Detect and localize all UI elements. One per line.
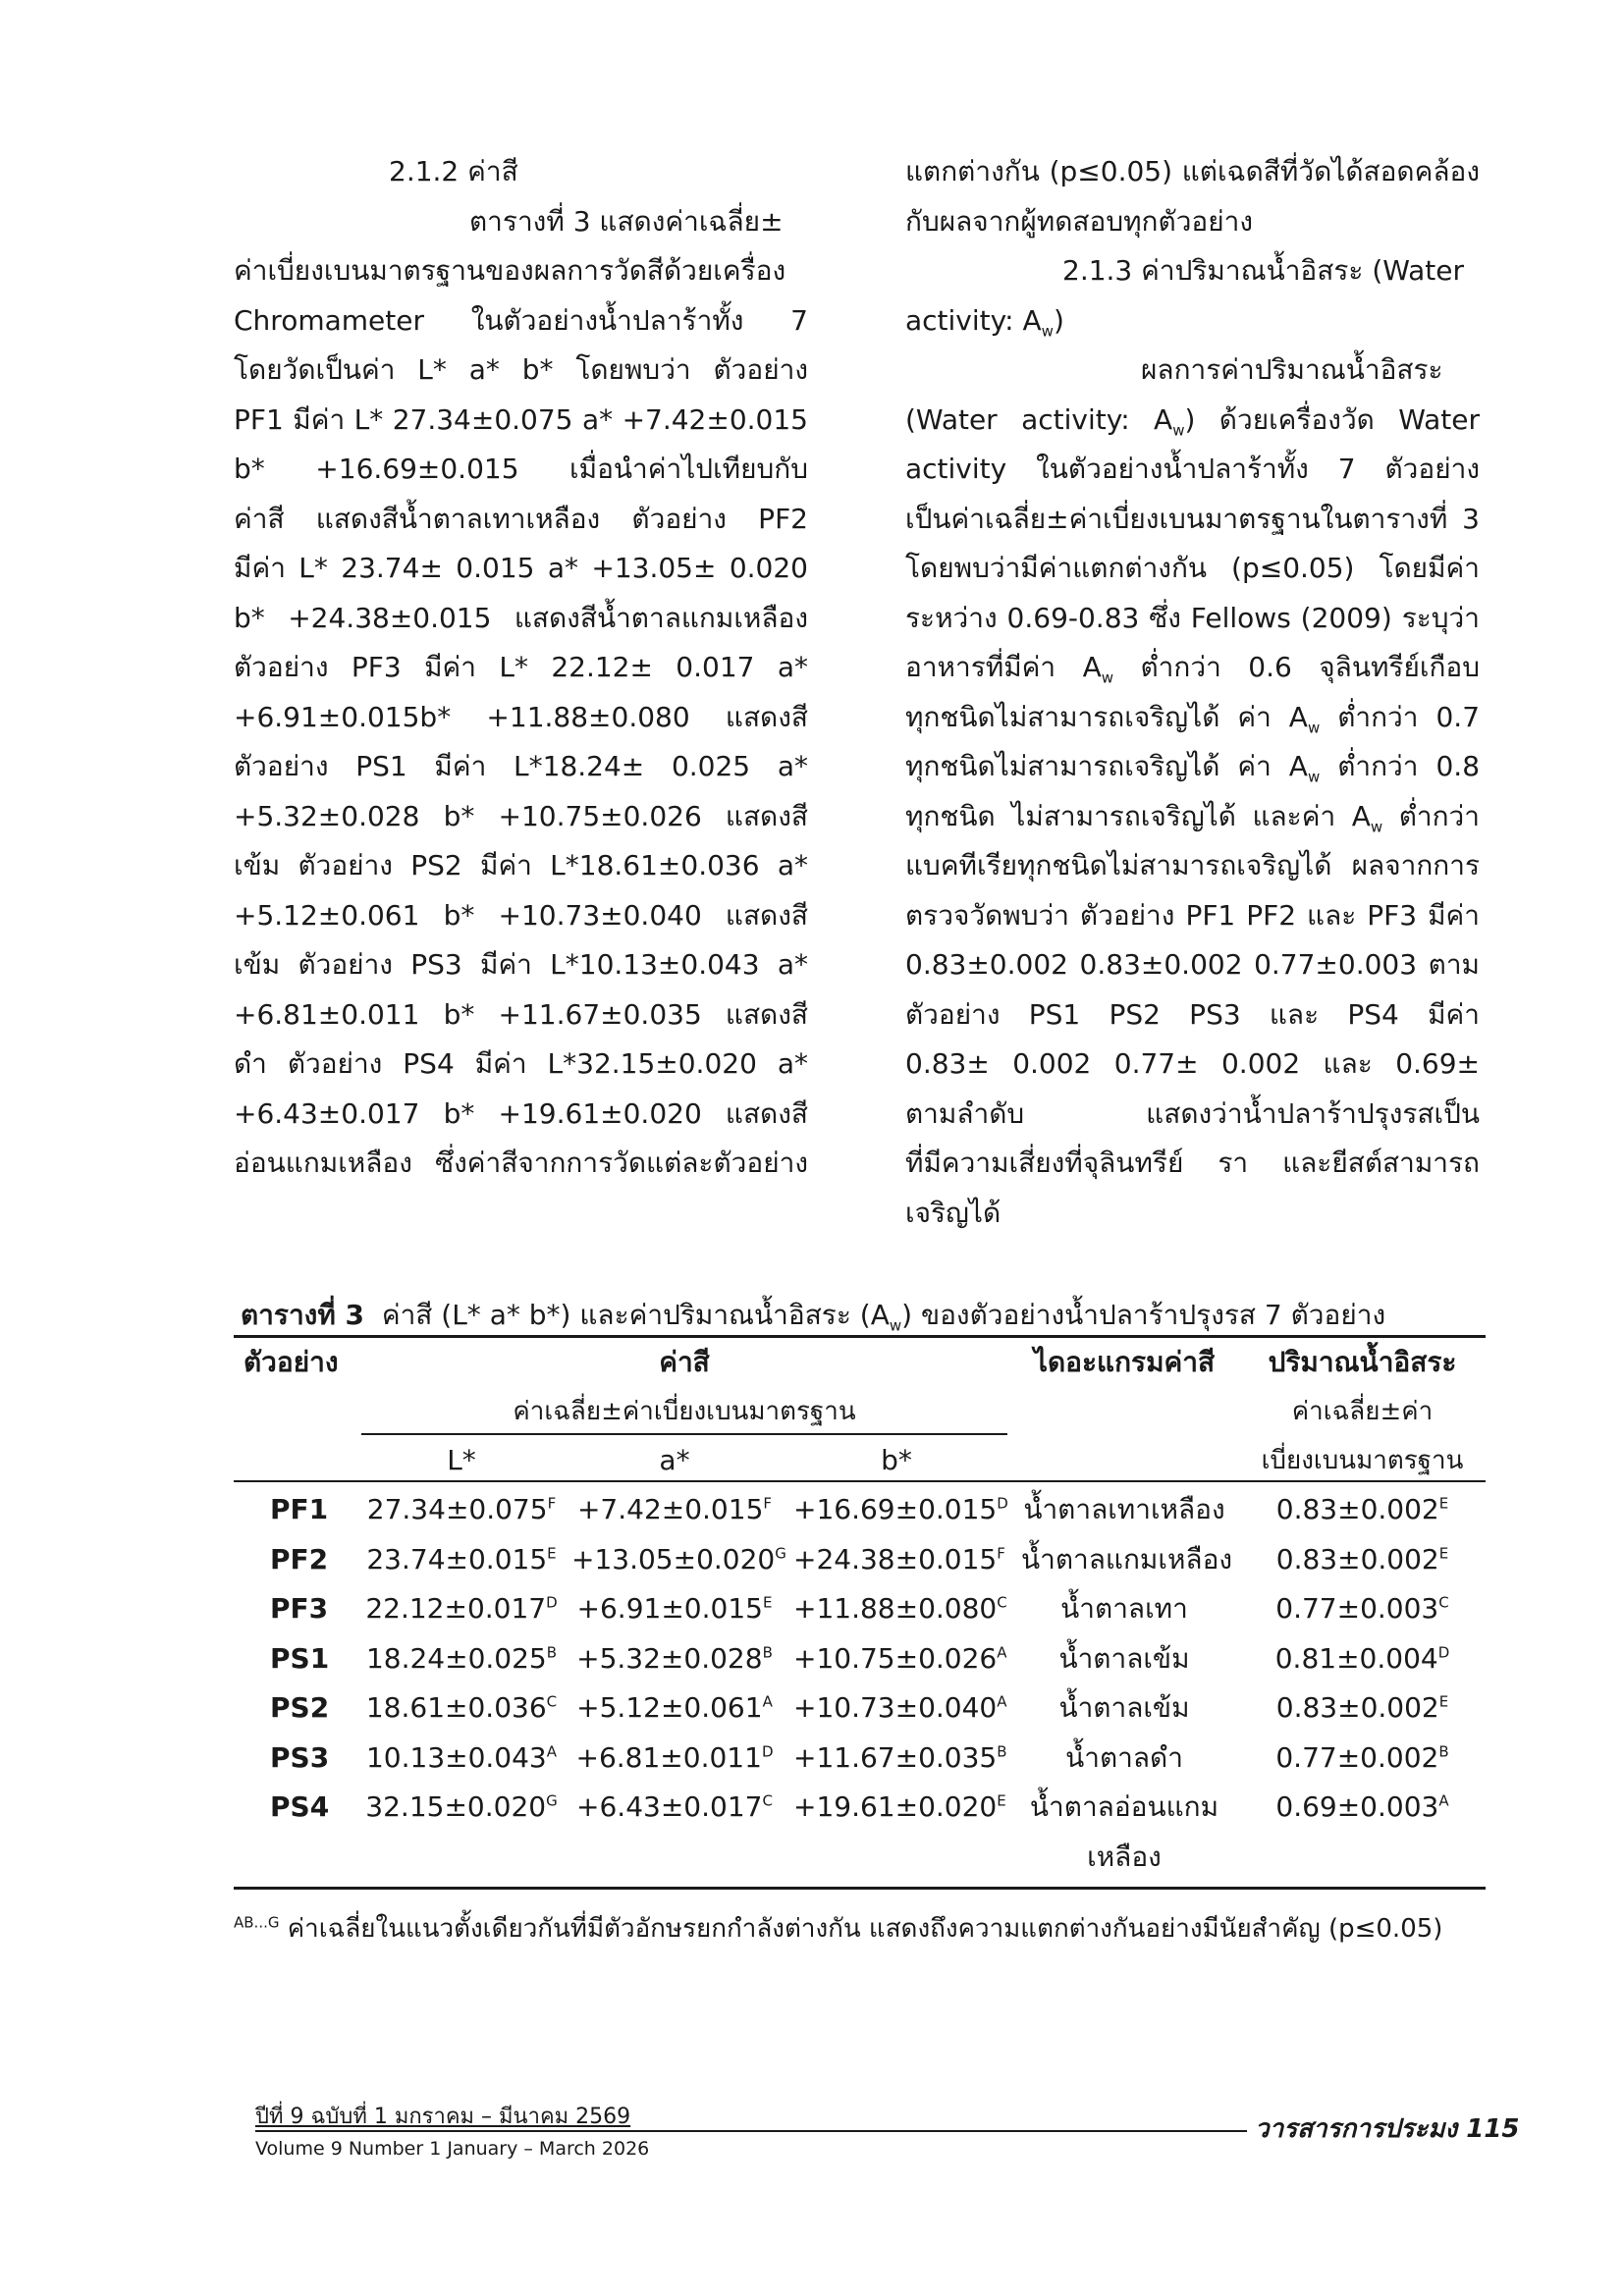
body-line: +6.81±0.011 b* +11.67±0.035 แสดงสี bbox=[234, 997, 808, 1031]
table-cell-a: $+7.42\pm 0.015^F$ bbox=[576, 1493, 773, 1525]
body-line: ตัวอย่าง PS1 มีค่า L*18.24± 0.025 a* bbox=[234, 750, 808, 782]
header-L: L* bbox=[447, 1444, 476, 1476]
body-line: ตรวจวัดพบว่า ตัวอย่าง PF1 PF2 และ PF3 มีค่า bbox=[905, 898, 1480, 932]
body-line: ทุกชนิด ไม่สามารถเจริญได้ และค่า $A_w$ ต่ำกว่า bbox=[905, 799, 1480, 836]
table-cell-diagram: น้ำตาลเข้ม bbox=[1058, 1641, 1190, 1675]
table-cell-L: $27.34\pm 0.075^F$ bbox=[366, 1493, 557, 1525]
body-line: แตกต่างกัน (p≤0.05) แต่เฉดสีที่วัดได้สอดคล้อง bbox=[905, 155, 1480, 187]
table-cell-aw: $0.83\pm 0.002^E$ bbox=[1275, 1493, 1449, 1525]
table-cell-a: $+13.05\pm 0.020^G$ bbox=[571, 1542, 786, 1575]
header-aw-sub1: ค่าเฉลี่ย±ค่า bbox=[1291, 1397, 1434, 1426]
body-line: ดำ ตัวอย่าง PS4 มีค่า L*32.15±0.020 a* bbox=[234, 1047, 808, 1080]
body-line: ตัวอย่าง PS1 PS2 PS3 และ PS4 มีค่า bbox=[905, 997, 1480, 1031]
body-line: Chromameter ในตัวอย่างน้ำปลาร้าทั้ง 7 bbox=[234, 303, 808, 337]
table-cell-a: $+6.81\pm 0.011^D$ bbox=[575, 1740, 774, 1774]
table-cell-a: $+6.43\pm 0.017^C$ bbox=[576, 1790, 773, 1823]
body-line: ทุกชนิดไม่สามารถเจริญได้ ค่า $A_w$ ต่ำกว่า 0.7 bbox=[905, 700, 1480, 737]
table-cell-sample: PF2 bbox=[270, 1542, 329, 1575]
table-cell-sample: PS1 bbox=[270, 1641, 330, 1675]
body-line: ระหว่าง 0.69-0.83 ซึ่ง Fellows (2009) ระบุว่า bbox=[905, 601, 1480, 634]
table-cell-sample: PS3 bbox=[270, 1740, 330, 1774]
table-cell-L: $22.12\pm 0.017^D$ bbox=[365, 1592, 558, 1625]
body-line: โดยพบว่ามีค่าแตกต่างกัน (p≤0.05) โดยมีค่า bbox=[905, 552, 1480, 584]
body-line: อ่อนแกมเหลือง ซึ่งค่าสีจากการวัดแต่ละตัวอย่าง bbox=[234, 1147, 808, 1179]
table-bottom-rule bbox=[234, 1887, 1486, 1890]
body-line: ค่าสี แสดงสีน้ำตาลเทาเหลือง ตัวอย่าง PF2 bbox=[234, 502, 808, 535]
header-sample: ตัวอย่าง bbox=[244, 1346, 339, 1378]
body-line: (Water activity: $A_w$) ด้วยเครื่องวัด Water bbox=[905, 402, 1480, 440]
table-cell-b: $+10.73\pm 0.040^A$ bbox=[793, 1691, 1007, 1724]
table-footnote: $^{AB...G}$ ค่าเฉลี่ยในแนวตั้งเดียวกันที่มีตัวอักษรยกกำลังต่างกัน แสดงถึงความแตกต่างกันอย่างมีนัยสำคัญ (p≤0.05) bbox=[234, 1913, 1443, 1944]
table-cell-b: $+24.38\pm 0.015^F$ bbox=[793, 1542, 1005, 1575]
body-line: activity ในตัวอย่างน้ำปลาร้าทั้ง 7 ตัวอย่าง bbox=[905, 453, 1480, 485]
table-cell-L: $23.74\pm 0.015^E$ bbox=[366, 1542, 557, 1575]
table-cell-L: $18.61\pm 0.036^C$ bbox=[365, 1691, 558, 1724]
table-cell-aw: $0.69\pm 0.003^A$ bbox=[1275, 1790, 1449, 1823]
left-column bbox=[234, 147, 808, 1189]
footer-issue-thai: ปีที่ 9 ฉบับที่ 1 มกราคม – มีนาคม 2569 bbox=[255, 2105, 631, 2129]
body-line: +6.91±0.015b* +11.88±0.080 แสดงสี bbox=[234, 700, 808, 733]
table-cell-diagram: น้ำตาลเทา bbox=[1060, 1592, 1188, 1625]
table-cell-aw: $0.81\pm 0.004^D$ bbox=[1274, 1641, 1450, 1675]
body-line: PF1 มีค่า L* 27.34±0.075 a* +7.42±0.015 bbox=[234, 402, 808, 436]
body-line: 0.83± 0.002 0.77± 0.002 และ 0.69± bbox=[905, 1047, 1480, 1080]
header-b: b* bbox=[881, 1444, 912, 1476]
table-cell-aw: $0.83\pm 0.002^E$ bbox=[1275, 1691, 1449, 1724]
body-line: เป็นค่าเฉลี่ย±ค่าเบี่ยงเบนมาตรฐานในตารางที่ 3 bbox=[905, 502, 1480, 535]
table-cell-diagram: น้ำตาลอ่อนแกม bbox=[1029, 1790, 1219, 1823]
body-line: ที่มีความเสี่ยงที่จุลินทรีย์ รา และยีสต์สามารถ bbox=[905, 1147, 1480, 1179]
table-top-rule bbox=[234, 1335, 1486, 1338]
footer-rule bbox=[255, 2130, 1247, 2132]
table-cell-b: $+11.88\pm 0.080^C$ bbox=[793, 1592, 1007, 1625]
body-line: ตามลำดับ แสดงว่าน้ำปลาร้าปรุงรสเป็น bbox=[905, 1096, 1480, 1130]
table-cell-L: $18.24\pm 0.025^B$ bbox=[365, 1641, 558, 1675]
body-line: เข้ม ตัวอย่าง PS3 มีค่า L*10.13±0.043 a* bbox=[234, 948, 808, 981]
body-line: b* +24.38±0.015 แสดงสีน้ำตาลแกมเหลือง bbox=[234, 601, 808, 634]
table-cell-aw: $0.77\pm 0.003^C$ bbox=[1275, 1592, 1449, 1625]
body-line: อาหารที่มีค่า $A_w$ ต่ำกว่า 0.6 จุลินทรีย์เกือบ bbox=[905, 651, 1480, 687]
table-cell-sample: PF3 bbox=[270, 1592, 329, 1625]
section-heading-2-1-2: 2.1.2 ค่าสี bbox=[389, 155, 518, 187]
body-line: +5.32±0.028 b* +10.75±0.026 แสดงสี bbox=[234, 799, 808, 832]
table-cell-diagram: น้ำตาลดำ bbox=[1065, 1740, 1183, 1774]
table-cell-diagram: น้ำตาลเข้ม bbox=[1058, 1691, 1190, 1724]
body-line: b* +16.69±0.015 เมื่อนำค่าไปเทียบกับ bbox=[234, 453, 808, 485]
table-cell-sample: PS2 bbox=[270, 1691, 330, 1724]
footer-issue-english: Volume 9 Number 1 January – March 2026 bbox=[255, 2138, 650, 2160]
body-line: ค่าเบี่ยงเบนมาตรฐานของผลการวัดสีด้วยเครื่อง bbox=[234, 254, 786, 287]
table-cell-aw: $0.77\pm 0.002^B$ bbox=[1275, 1740, 1449, 1774]
table-cell-sample: PF1 bbox=[270, 1493, 329, 1525]
body-line: +5.12±0.061 b* +10.73±0.040 แสดงสี bbox=[234, 898, 808, 932]
body-line: ตารางที่ 3 แสดงค่าเฉลี่ย± bbox=[469, 204, 784, 238]
table-cell-diagram: น้ำตาลเทาเหลือง bbox=[1023, 1493, 1225, 1525]
body-line: เจริญได้ bbox=[905, 1196, 1001, 1229]
body-line: เข้ม ตัวอย่าง PS2 มีค่า L*18.61±0.036 a* bbox=[234, 849, 808, 881]
table-cell-L: $32.15\pm 0.020^G$ bbox=[365, 1790, 558, 1823]
body-line: กับผลจากผู้ทดสอบทุกตัวอย่าง bbox=[905, 204, 1254, 238]
table-cell-sample: PS4 bbox=[270, 1790, 330, 1823]
table-cell-a: $+5.12\pm 0.061^A$ bbox=[576, 1691, 773, 1724]
table-cell-aw: $0.83\pm 0.002^E$ bbox=[1275, 1542, 1449, 1575]
table-caption: ตารางที่ 3 ค่าสี (L* a* b*) และค่าปริมาณน้ำอิสระ $(A_w)$ ของตัวอย่างน้ำปลาร้าปรุงรส 7 ตัวอย่าง bbox=[241, 1299, 1386, 1335]
body-line: 0.83±0.002 0.83±0.002 0.77±0.003 ตาม bbox=[905, 948, 1480, 981]
body-line: +6.43±0.017 b* +19.61±0.020 แสดงสี bbox=[234, 1096, 808, 1130]
body-line: ผลการค่าปริมาณน้ำอิสระ bbox=[1141, 353, 1443, 386]
table-cell-diagram-continued: เหลือง bbox=[1087, 1840, 1162, 1873]
table-cell-b: $+16.69\pm 0.015^D$ bbox=[793, 1493, 1008, 1525]
body-line: activity: $A_w$) bbox=[905, 303, 1064, 341]
body-line: ตัวอย่าง PF3 มีค่า L* 22.12± 0.017 a* bbox=[234, 651, 808, 683]
journal-name-page: วารสารการประมง 115 bbox=[1255, 2114, 1520, 2144]
table-cell-diagram: น้ำตาลแกมเหลือง bbox=[1021, 1542, 1233, 1575]
header-aw-sub2: เบี่ยงเบนมาตรฐาน bbox=[1261, 1446, 1464, 1475]
body-line: ทุกชนิดไม่สามารถเจริญได้ ค่า $A_w$ ต่ำกว่า 0.8 bbox=[905, 750, 1480, 786]
body-line: โดยวัดเป็นค่า L* a* b* โดยพบว่า ตัวอย่าง bbox=[234, 353, 808, 386]
table-cell-b: $+10.75\pm 0.026^A$ bbox=[793, 1641, 1007, 1675]
section-heading-2-1-3: 2.1.3 ค่าปริมาณน้ำอิสระ (Water bbox=[1062, 254, 1465, 287]
table-color-subrule bbox=[361, 1433, 1007, 1435]
body-line: แบคทีเรียทุกชนิดไม่สามารถเจริญได้ ผลจากการ bbox=[905, 849, 1480, 881]
right-column bbox=[905, 147, 1480, 1238]
table-cell-b: $+19.61\pm 0.020^E$ bbox=[793, 1790, 1006, 1823]
header-aw: ปริมาณน้ำอิสระ bbox=[1268, 1346, 1457, 1378]
table-cell-b: $+11.67\pm 0.035^B$ bbox=[793, 1740, 1007, 1774]
table-cell-a: $+6.91\pm 0.015^E$ bbox=[576, 1592, 773, 1625]
body-line: มีค่า L* 23.74± 0.015 a* +13.05± 0.020 bbox=[234, 552, 808, 584]
table-cell-L: $10.13\pm 0.043^A$ bbox=[365, 1740, 558, 1774]
table-cell-a: $+5.32\pm 0.028^B$ bbox=[576, 1641, 773, 1675]
table-header-rule bbox=[234, 1480, 1486, 1482]
header-diagram: ไดอะแกรมค่าสี bbox=[1033, 1346, 1216, 1378]
header-color: ค่าสี bbox=[659, 1346, 710, 1378]
header-a: a* bbox=[659, 1444, 690, 1476]
header-color-subtitle: ค่าเฉลี่ย±ค่าเบี่ยงเบนมาตรฐาน bbox=[513, 1397, 856, 1426]
